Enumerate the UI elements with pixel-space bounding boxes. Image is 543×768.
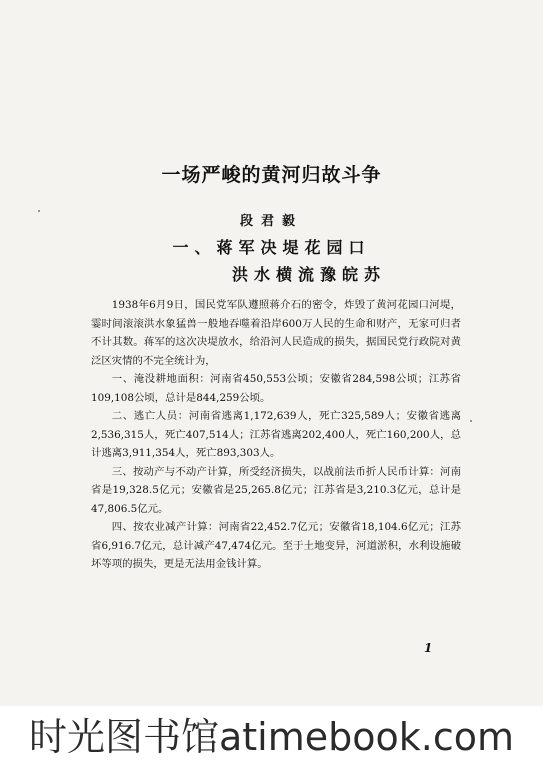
scan-speck xyxy=(38,210,40,212)
paragraph: 二、逃亡人员：河南省逃离1,172,639人，死亡325,589人；安徽省逃离2,536,315人，死亡407,514人；江苏省逃离202,400人，死亡160,200人，总计逃离3,911,354人，死亡893,303人。 xyxy=(91,410,461,459)
section-heading-line1: 一、蒋军决堤花园口 xyxy=(172,238,371,257)
section-heading-line2: 洪水横流豫皖苏 xyxy=(232,265,387,284)
paragraph: 四、按农业减产计算：河南省22,452.7亿元；安徽省18,104.6亿元；江苏省6,916.7亿元，总计减产47,474亿元。至于土地变异，河道淤积，水利设施破坏等项的损失，更是无法用金钱计算。 xyxy=(91,521,461,570)
paragraph: 1938年6月9日，国民党军队遵照蒋介石的密令，炸毁了黄河花园口河堤，霎时间滚滚洪水象猛兽一般地吞噬着沿岸600万人民的生命和财产，无家可归者不计其数。蒋军的这次决堤放水，给沿河人民造成的损失，据国民党行政院对黄泛区灾情的不完全统计为， xyxy=(91,299,461,367)
article-title: 一场严峻的黄河归故斗争 xyxy=(161,164,382,186)
paragraph: 一、淹没耕地面积：河南省450,553公顷；安徽省284,598公顷；江苏省109,108公顷，总计是844,259公顷。 xyxy=(91,373,461,404)
article-body xyxy=(91,296,461,574)
author-name: 段君毅 xyxy=(239,214,303,229)
page-number: 1 xyxy=(424,641,433,655)
paragraph: 三、按动产与不动产计算，所受经济损失，以战前法币折人民币计算：河南省是19,328.5亿元；安徽省是25,265.8亿元；江苏省是3,210.3亿元，总计是47,806.5亿元。 xyxy=(91,465,461,515)
scan-speck xyxy=(470,420,472,422)
watermark-banner: 时光图书馆atimebook.com xyxy=(0,706,543,768)
